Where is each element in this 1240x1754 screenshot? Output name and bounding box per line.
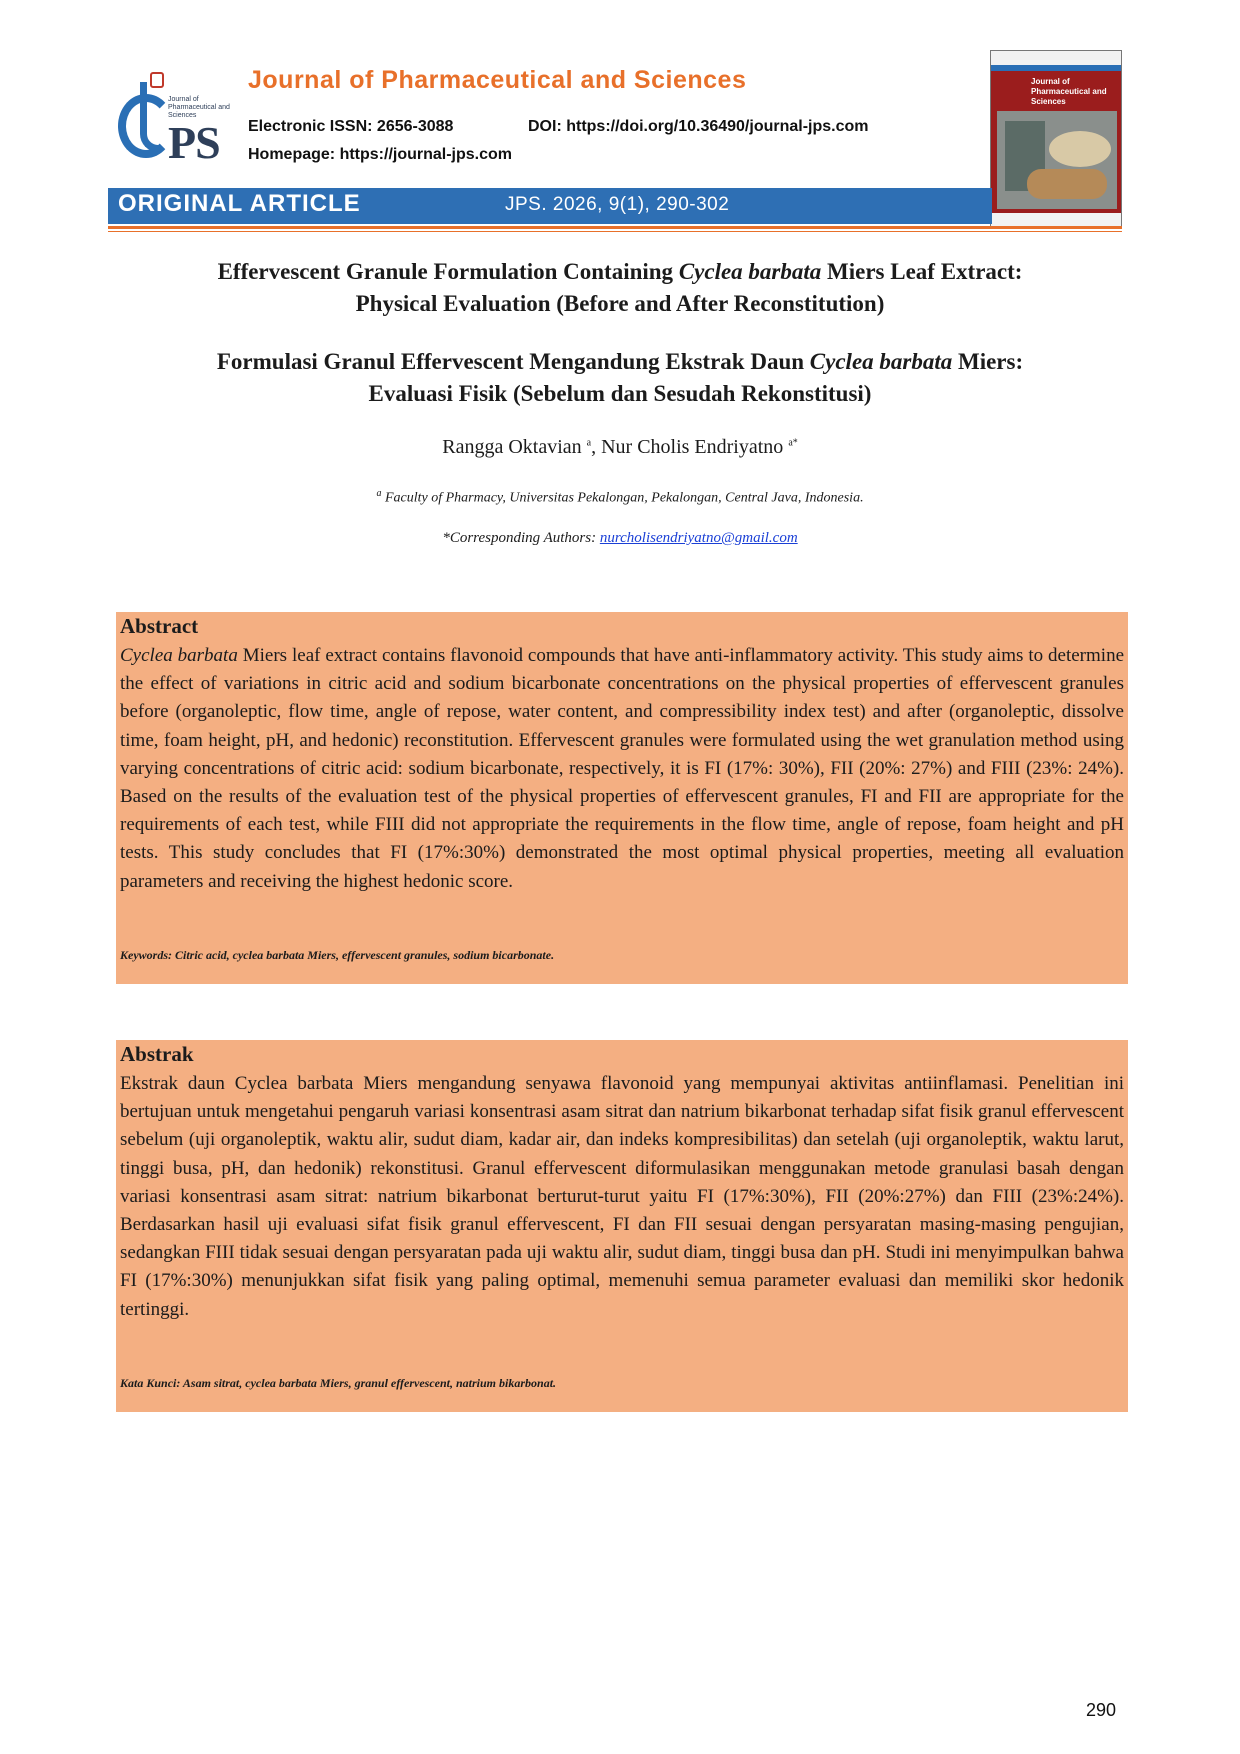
homepage-link[interactable]: Homepage: https://journal-jps.com bbox=[248, 146, 513, 163]
cover-top-strip bbox=[991, 51, 1121, 65]
abstrak-body: Ekstrak daun Cyclea barbata Miers mengandung senyawa flavonoid yang mempunyai aktivitas antiinflamasi. Penelitian ini bertujuan untuk mengetahui pengaruh variasi konsentrasi asam sitrat dan natrium bikarbonat terhadap sifat fisik granul effervescent sebelum (uji organoleptik, waktu alir, sudut diam, kadar air, dan indeks kompresibilitas) dan setelah (uji organoleptik, waktu larut, tinggi busa, pH, dan hedonik) rekonstitusi. Granul effervescent diformulasikan menggunakan metode granulasi basah dengan variasi konsentrasi asam sitrat: natrium bikarbonat berturut-turut yaitu FI (17%:30%), FII (20%:27%) dan FIII (23%:24%). Berdasarkan hasil uji evaluasi sifat fisik granul effervescent, FI dan FII sesuai dengan persyaratan masing-masing pengujian, sedangkan FIII tidak sesuai dengan persyaratan pada uji waktu alir, sudut diam, tinggi busa dan pH. Studi ini menyimpulkan bahwa FI (17%:30%) menunjukkan sifat fisik yang paling optimal, memenuhi semua parameter evaluasi dan memiliki skor hedonik tertinggi. bbox=[120, 1073, 1124, 1320]
corresponding-label: *Corresponding Authors: bbox=[442, 530, 600, 546]
logo-small-text: Journal of Pharmaceutical and Sciences bbox=[168, 96, 230, 119]
title-text: Physical Evaluation (Before and After Reconstitution) bbox=[355, 291, 885, 316]
title-species: Cyclea barbata bbox=[678, 259, 822, 284]
abstract-english-box bbox=[116, 612, 1128, 984]
divider bbox=[108, 226, 1122, 229]
abstract-text: Miers leaf extract contains flavonoid compounds that have anti-inflammatory activity. This study aims to determine the effect of variations in citric acid and sodium bicarbonate concentrations on the physical properties of effervescent granules before (organoleptic, flow time, angle of repose, water content, and compressibility index test) and after (organoleptic, dissolve time, foam height, pH, and hedonic) reconstitution. Effervescent granules were formulated using the wet granulation method using varying concentrations of citric acid: sodium bicarbonate, respectively, it is FI (17%: 30%), FII (20%: 27%) and FIII (23%: 24%). Based on the results of the evaluation test of the physical properties of effervescent granules, FI and FII are appropriate for the requirements of each test, while FIII did not appropriate the requirements in the flow time, angle of repose, foam height and pH tests. This study concludes that FI (17%:30%) demonstrated the most optimal physical properties, meeting all evaluation parameters and receiving the highest hedonic score. bbox=[120, 645, 1124, 892]
kata-kunci: Kata Kunci: Asam sitrat, cyclea barbata Miers, granul effervescent, natrium bikarbonat. bbox=[120, 1376, 557, 1390]
keywords-label: Keywords bbox=[120, 948, 168, 962]
affiliation-mark: a bbox=[376, 488, 382, 499]
divider bbox=[108, 231, 1122, 232]
abstract-heading: Abstract bbox=[120, 614, 199, 638]
author-affiliation-mark: a bbox=[586, 437, 592, 449]
title-text: Miers: bbox=[952, 349, 1024, 374]
cover-photo-shape bbox=[1049, 131, 1111, 167]
authors bbox=[140, 436, 1100, 459]
journal-logo bbox=[118, 72, 228, 172]
page-number: 290 bbox=[1086, 1700, 1117, 1720]
cover-title: Journal of Pharmaceutical and Sciences bbox=[1031, 77, 1107, 106]
journal-title: Journal of Pharmaceutical and Sciences bbox=[248, 66, 747, 94]
title-text: Formulasi Granul Effervescent Mengandung Ekstrak Daun bbox=[216, 349, 810, 374]
title-indonesian bbox=[140, 346, 1100, 410]
cover-photo-shape bbox=[1027, 169, 1107, 199]
logo-j-shape bbox=[140, 82, 160, 152]
title-text: Effervescent Granule Formulation Containing bbox=[217, 259, 679, 284]
title-species: Cyclea barbata bbox=[809, 349, 953, 374]
abstrak-heading: Abstrak bbox=[120, 1042, 194, 1066]
author-separator: , bbox=[591, 436, 602, 458]
title-text: Evaluasi Fisik (Sebelum dan Sesudah Rekonstitusi) bbox=[368, 381, 872, 406]
journal-cover-image bbox=[990, 50, 1122, 228]
affiliation-text: Faculty of Pharmacy, Universitas Pekalongan, Pekalongan, Central Java, Indonesia. bbox=[384, 490, 864, 506]
cover-photo bbox=[997, 111, 1117, 209]
keywords-text: : Citric acid, cyclea barbata Miers, effervescent granules, sodium bicarbonate. bbox=[168, 948, 555, 962]
article-type-label: ORIGINAL ARTICLE bbox=[118, 190, 361, 217]
author-name: Nur Cholis Endriyatno bbox=[601, 436, 784, 458]
abstract-indonesian-box bbox=[116, 1040, 1128, 1412]
author-affiliation-mark: a* bbox=[788, 437, 798, 449]
issn: Electronic ISSN: 2656-3088 bbox=[248, 118, 454, 135]
article-reference: JPS. 2026, 9(1), 290-302 bbox=[505, 194, 730, 215]
keywords bbox=[120, 948, 554, 963]
corresponding-email-link[interactable]: nurcholisendriyatno@gmail.com bbox=[599, 530, 798, 546]
author-name: Rangga Oktavian bbox=[442, 436, 582, 458]
abstract-body bbox=[120, 642, 1124, 896]
doi-link[interactable]: DOI: https://doi.org/10.36490/journal-jps.com bbox=[528, 118, 869, 135]
title-english bbox=[140, 256, 1100, 320]
cover-blue-strip bbox=[991, 65, 1121, 71]
corresponding-author bbox=[140, 530, 1100, 547]
abstract-species: Cyclea barbata bbox=[120, 645, 238, 666]
affiliation bbox=[140, 488, 1100, 507]
title-text: Miers Leaf Extract: bbox=[821, 259, 1023, 284]
logo-text: PS bbox=[168, 117, 220, 168]
